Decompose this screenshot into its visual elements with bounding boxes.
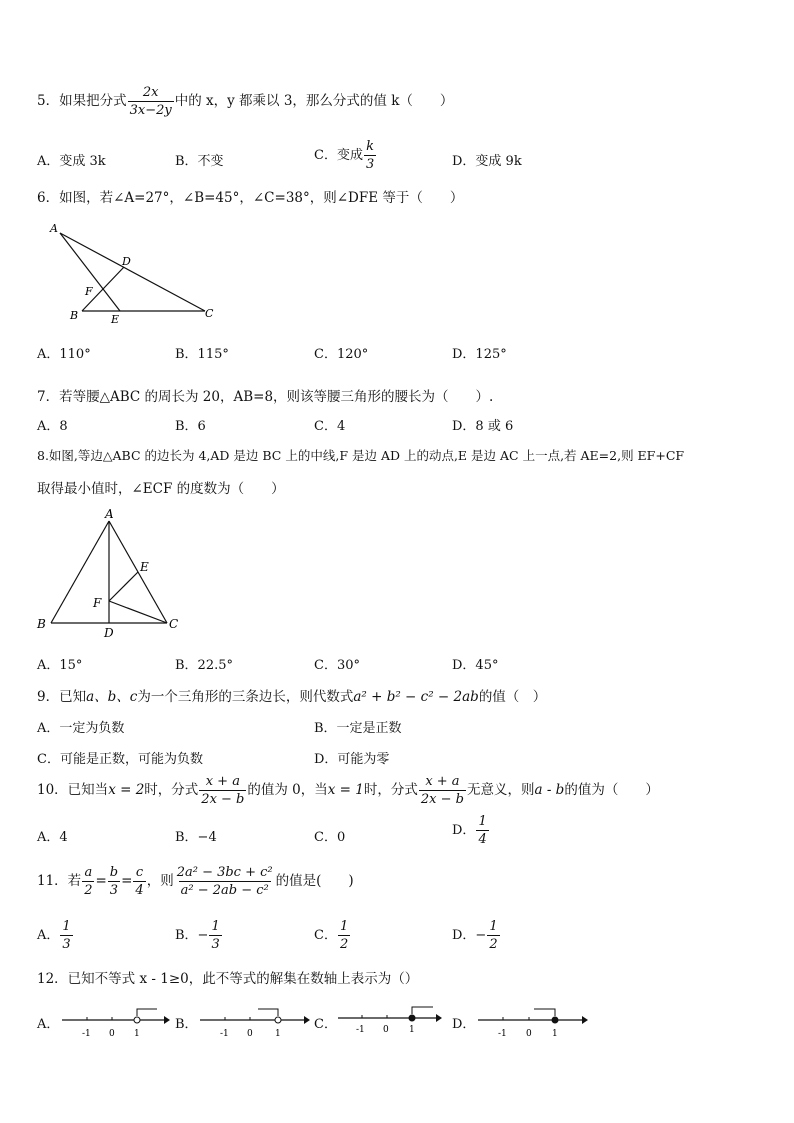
q10-a-minus-b: a - b <box>534 782 565 798</box>
q12-d-solution-bracket <box>534 1009 555 1016</box>
q12-option-d-numberline[interactable] <box>476 1006 591 1042</box>
q9-mid: 为一个三角形的三条边长，则代数式 <box>137 689 354 705</box>
q11-expr-num: 2a² − 3bc + c² <box>176 865 273 880</box>
q8-option-a[interactable]: A．15° <box>37 658 83 673</box>
q12-b-label-1: 1 <box>275 1029 281 1039</box>
q11-equals-1: = <box>95 873 107 889</box>
q5-suffix: 中的 x，y 都乘以 3，那么分式的值 k（ ） <box>174 93 454 109</box>
q12-d-closed-dot <box>552 1017 558 1023</box>
q12-a-label-1: 1 <box>134 1029 140 1039</box>
q10-option-d-prefix: D． <box>452 823 476 838</box>
q10-option-a[interactable]: A．4 <box>37 830 68 845</box>
q12-option-a-numberline[interactable] <box>60 1006 172 1042</box>
q11-option-c-prefix: C． <box>314 928 337 943</box>
q12-option-c-numberline[interactable] <box>336 1004 446 1040</box>
q6-label-c: C <box>205 307 214 320</box>
q11-expression-fraction <box>175 866 275 897</box>
q11-option-b-den: 3 <box>211 937 220 952</box>
q10-frac1-den: 2x − b <box>201 792 245 807</box>
q11-part-1: 11．若 <box>37 873 82 889</box>
q11-frac-a <box>82 866 94 897</box>
q12-b-arrow-icon <box>304 1016 310 1024</box>
q9-option-a[interactable]: A．一定为负数 <box>37 721 125 736</box>
q12-b-label-0: 0 <box>247 1029 253 1039</box>
q8-label-e: E <box>140 560 149 574</box>
q11-option-d-num: 1 <box>489 919 498 934</box>
q6-option-c[interactable]: C．120° <box>314 347 369 362</box>
q5-fraction <box>128 86 174 117</box>
q6-label-d: D <box>122 255 131 268</box>
q8-label-f: F <box>93 596 102 610</box>
q11-frac-c-num: c <box>135 865 144 880</box>
q12-option-b-label[interactable]: B． <box>175 1017 198 1032</box>
question-9 <box>37 685 546 705</box>
q6-triangle-figure <box>40 218 220 326</box>
q11-option-c[interactable] <box>314 920 351 951</box>
q7-option-c[interactable]: C．4 <box>314 419 346 434</box>
q8-option-c[interactable]: C．30° <box>314 658 360 673</box>
q12-a-label-neg1: -1 <box>82 1029 91 1039</box>
q11-option-c-num: 1 <box>339 919 349 934</box>
q11-option-c-fraction <box>338 920 350 951</box>
q7-option-a[interactable]: A．8 <box>37 419 68 434</box>
q8-triangle-figure <box>34 503 189 643</box>
q9-vars: a、b、c <box>86 689 138 705</box>
q11-option-a-fraction <box>60 920 72 951</box>
q10-option-d[interactable] <box>452 815 490 846</box>
q5-option-c[interactable] <box>314 140 377 171</box>
question-8-line-1: 8.如图,等边△ABC 的边长为 4,AD 是边 BC 上的中线,F 是边 AD 上的动点,E 是边 AC 上一点,若 AE=2,则 EF+CF <box>37 448 685 463</box>
q6-label-a: A <box>50 222 58 235</box>
q10-frac2-num: x + a <box>425 774 460 789</box>
q7-option-b[interactable]: B．6 <box>175 419 206 434</box>
q11-option-b-fraction <box>209 920 221 951</box>
q9-option-b[interactable]: B．一定是正数 <box>314 721 402 736</box>
q12-b-solution-bracket <box>258 1009 278 1016</box>
q11-frac-c <box>133 866 145 897</box>
q12-option-d-label[interactable]: D． <box>452 1017 476 1032</box>
q11-option-b[interactable] <box>175 920 223 951</box>
q10-option-d-fraction <box>476 815 488 846</box>
q11-equals-2: = <box>121 873 133 889</box>
q11-frac-a-num: a <box>84 865 93 880</box>
q6-option-b[interactable]: B．115° <box>175 347 229 362</box>
q8-label-d: D <box>104 626 114 640</box>
q5-frac-den: 3x−2y <box>129 103 172 118</box>
q12-b-label-neg1: -1 <box>220 1029 229 1039</box>
q11-part-2: ，则 <box>146 873 174 889</box>
q11-expr-den: a² − 2ab − c² <box>180 883 269 898</box>
q11-option-b-prefix: B．− <box>175 928 209 943</box>
q11-option-c-den: 2 <box>339 937 349 952</box>
q10-part-1: 10．已知当 <box>37 782 109 798</box>
q11-option-d-den: 2 <box>489 937 498 952</box>
q12-option-a-label[interactable]: A． <box>37 1017 60 1032</box>
q6-label-f: F <box>85 285 93 298</box>
q5-option-c-prefix: C．变成 <box>314 148 363 163</box>
q10-option-c[interactable]: C．0 <box>314 830 346 845</box>
q6-label-e: E <box>111 313 120 326</box>
q12-c-closed-dot <box>409 1015 415 1021</box>
q5-option-a[interactable]: A．变成 3k <box>37 154 106 169</box>
q8-label-a: A <box>105 507 114 521</box>
q10-frac2-den: 2x − b <box>420 792 464 807</box>
q11-option-a-den: 3 <box>62 937 71 952</box>
q11-option-b-num: 1 <box>211 919 220 934</box>
q10-option-d-num: 1 <box>478 814 487 829</box>
q8-label-c: C <box>169 617 179 631</box>
q6-label-b: B <box>70 309 79 322</box>
q5-prefix: 5．如果把分式 <box>37 93 127 109</box>
q11-frac-b-den: 3 <box>109 883 119 898</box>
q12-c-arrow-icon <box>436 1014 442 1022</box>
q11-frac-b <box>108 866 120 897</box>
q8-option-b[interactable]: B．22.5° <box>175 658 233 673</box>
q5-option-b[interactable]: B．不变 <box>175 154 224 169</box>
q11-option-a-prefix: A． <box>37 928 60 943</box>
q10-fraction-1 <box>199 775 246 806</box>
q10-part-4: 时，分式 <box>363 782 418 798</box>
q10-condition-2: x = 1 <box>327 782 364 798</box>
q10-option-d-den: 4 <box>478 832 487 847</box>
q10-part-2: 时，分式 <box>144 782 199 798</box>
q12-d-arrow-icon <box>582 1016 588 1024</box>
q11-frac-c-den: 4 <box>135 883 144 898</box>
q10-option-b[interactable]: B．−4 <box>175 830 217 845</box>
q9-prefix: 9．已知 <box>37 689 87 705</box>
q9-suffix: 的值（ ） <box>478 689 547 705</box>
q11-option-d-prefix: D．− <box>452 928 487 943</box>
q9-option-c[interactable]: C．可能是正数，可能为负数 <box>37 752 203 767</box>
q10-part-6: 的值为（ ） <box>564 782 659 798</box>
q11-part-3: 的值是( ) <box>275 873 354 889</box>
q12-a-open-dot <box>134 1017 140 1023</box>
q12-a-solution-bracket <box>137 1009 157 1016</box>
q5-option-c-fraction <box>364 140 376 171</box>
q5-option-c-num: k <box>366 139 375 154</box>
q11-frac-b-num: b <box>109 865 119 880</box>
q11-option-d[interactable] <box>452 920 501 951</box>
q11-option-d-fraction <box>487 920 499 951</box>
q12-d-label-0: 0 <box>526 1029 532 1039</box>
q10-condition-1: x = 2 <box>108 782 145 798</box>
q11-frac-a-den: 2 <box>84 883 93 898</box>
question-6: 6．如图，若∠A=27°，∠B=45°，∠C=38°，则∠DFE 等于（ ） <box>37 190 464 206</box>
question-8-line-2: 取得最小值时，∠ECF 的度数为（ ） <box>37 481 285 497</box>
q6-option-a[interactable]: A．110° <box>37 347 91 362</box>
question-11 <box>37 866 354 897</box>
q8-line-fe <box>109 572 138 601</box>
q10-frac1-num: x + a <box>205 774 240 789</box>
q6-line-ae <box>60 233 120 311</box>
q10-part-3: 的值为 0，当 <box>247 782 328 798</box>
q8-line-fc <box>109 601 167 623</box>
q12-c-solution-bracket <box>412 1007 433 1014</box>
q12-b-open-dot <box>275 1017 281 1023</box>
question-10 <box>37 775 659 806</box>
q12-a-arrow-icon <box>164 1016 170 1024</box>
q11-option-a-num: 1 <box>62 919 71 934</box>
question-7: 7．若等腰△ABC 的周长为 20，AB=8，则该等腰三角形的腰长为（ ）. <box>37 389 494 405</box>
q10-part-5: 无意义，则 <box>466 782 535 798</box>
q12-d-label-1: 1 <box>552 1029 558 1039</box>
q8-option-d[interactable]: D．45° <box>452 658 499 673</box>
q6-line-ac <box>60 233 205 311</box>
q12-a-label-0: 0 <box>109 1029 115 1039</box>
q12-option-c-label[interactable]: C． <box>314 1017 337 1032</box>
q8-label-b: B <box>37 617 46 631</box>
q9-option-d[interactable]: D．可能为零 <box>314 752 390 767</box>
q5-frac-num: 2x <box>142 85 159 100</box>
q11-option-a[interactable] <box>37 920 74 951</box>
q12-c-label-neg1: -1 <box>356 1025 365 1035</box>
q5-option-c-den: 3 <box>365 157 375 172</box>
question-12: 12．已知不等式 x - 1≥0，此不等式的解集在数轴上表示为（） <box>37 971 419 987</box>
q12-d-label-neg1: -1 <box>498 1029 507 1039</box>
q12-c-label-1: 1 <box>409 1025 415 1035</box>
q6-option-d[interactable]: D．125° <box>452 347 507 362</box>
q10-fraction-2 <box>419 775 466 806</box>
question-5 <box>37 86 453 117</box>
q9-expression: a² + b² − c² − 2ab <box>353 689 479 705</box>
q12-option-b-numberline[interactable] <box>198 1006 313 1042</box>
q5-option-d[interactable]: D．变成 9k <box>452 154 522 169</box>
q12-c-label-0: 0 <box>383 1025 389 1035</box>
q7-option-d[interactable]: D．8 或 6 <box>452 419 514 434</box>
